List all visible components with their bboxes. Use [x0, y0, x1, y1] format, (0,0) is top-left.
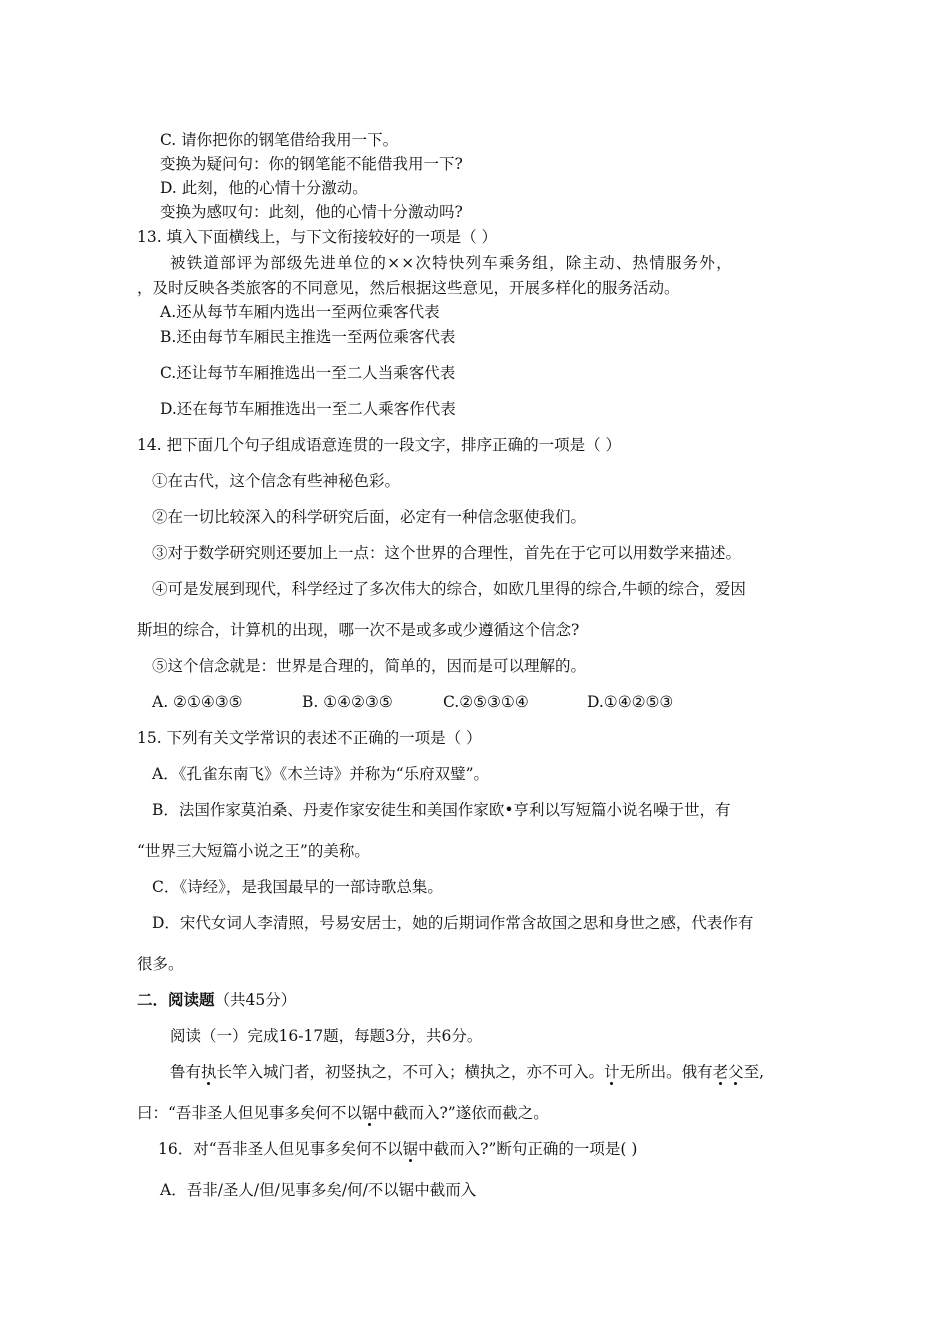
- q13-option-d: D.还在每节车厢推选出一至二人乘客作代表: [160, 400, 456, 418]
- option-d-line: D. 此刻，他的心情十分激动。: [160, 179, 368, 197]
- q13-option-b: B.还由每节车厢民主推选一至两位乘客代表: [160, 328, 456, 346]
- q13-passage-line-2: ，及时反映各类旅客的不同意见，然后根据这些意见，开展多样化的服务活动。: [137, 279, 680, 297]
- question-text: 中截而入?”断句正确的一项是( ): [418, 1140, 638, 1158]
- reading-1-instructions: 阅读（一）完成16-17题，每题3分，共6分。: [170, 1027, 483, 1045]
- question-15: 15. 下列有关文学常识的表述不正确的一项是（ ）: [137, 729, 482, 747]
- passage-text: 至,: [743, 1063, 765, 1081]
- dotted-char: 父: [728, 1063, 744, 1081]
- q15-option-a: A．《孔雀东南飞》《木兰诗》并称为“乐府双璧”。: [152, 765, 490, 783]
- q14-option-d: D.①④②⑤③: [587, 693, 674, 711]
- q14-option-b: B. ①④②③⑤: [302, 693, 393, 711]
- question-16: [158, 1139, 637, 1159]
- q15-option-d: D．宋代女词人李清照，号易安居士，她的后期词作常含故国之思和身世之感，代表作有: [152, 914, 754, 932]
- passage-text: 中截而入?”遂依而截之。: [377, 1104, 549, 1122]
- passage-line-2: [137, 1103, 549, 1123]
- question-14: 14. 把下面几个句子组成语意连贯的一段文字，排序正确的一项是（ ）: [137, 436, 622, 454]
- dotted-char: 计: [604, 1063, 620, 1081]
- q14-sentence-4: ④可是发展到现代，科学经过了多次伟大的综合，如欧几里得的综合,牛顿的综合，爱因: [152, 580, 746, 598]
- q13-option-a: A.还从每节车厢内选出一至两位乘客代表: [160, 303, 440, 321]
- q14-sentence-4-cont: 斯坦的综合，计算机的出现，哪一次不是或多或少遵循这个信念?: [137, 621, 580, 639]
- dotted-char: 老: [712, 1063, 729, 1081]
- option-d-transform: 变换为感叹句：此刻，他的心情十分激动吗?: [160, 203, 463, 221]
- q14-sentence-1: ①在古代，这个信念有些神秘色彩。: [152, 472, 401, 490]
- dotted-char: 锯: [402, 1140, 419, 1158]
- q13-passage-line-1: 被铁道部评为部级先进单位的××次特快列车乘务组，除主动、热情服务外，: [170, 254, 733, 272]
- q14-sentence-2: ②在一切比较深入的科学研究后面，必定有一种信念驱使我们。: [152, 508, 587, 526]
- dotted-char: 锯: [361, 1104, 378, 1122]
- option-c-line: C. 请你把你的钢笔借给我用一下。: [160, 131, 399, 149]
- q14-sentence-3: ③对于数学研究则还要加上一点：这个世界的合理性，首先在于它可以用数学来描述。: [152, 544, 742, 562]
- q14-option-a: A. ②①④③⑤: [152, 693, 243, 711]
- question-text: 16．对“吾非圣人但见事多矣何不以: [158, 1140, 403, 1158]
- dotted-char: 执: [201, 1063, 217, 1081]
- q13-option-c: C.还让每节车厢推选出一至二人当乘客代表: [160, 364, 456, 382]
- passage-text: 曰：“吾非圣人但见事多矣何不以: [137, 1104, 362, 1122]
- q15-option-c: C．《诗经》，是我国最早的一部诗歌总集。: [152, 878, 443, 896]
- passage-text: 长竿入城门者，初竖执之，不可入；横执之，亦不可入。: [216, 1063, 605, 1081]
- question-13: 13. 填入下面横线上，与下文衔接较好的一项是（ ）: [137, 228, 498, 246]
- section-2-title: 二．阅读题: [137, 990, 215, 1009]
- q14-sentence-5: ⑤这个信念就是：世界是合理的，简单的，因而是可以理解的。: [152, 657, 587, 675]
- option-c-transform: 变换为疑问句：你的钢笔能不能借我用一下?: [160, 155, 463, 173]
- section-2-heading: [137, 990, 296, 1010]
- passage-text: 鲁有: [170, 1063, 202, 1081]
- q15-option-d-cont: 很多。: [137, 955, 184, 973]
- passage-text: 无所出。俄有: [619, 1063, 713, 1081]
- q16-option-a: A．吾非/圣人/但/见事多矣/何/不以锯中截而入: [160, 1181, 477, 1199]
- q15-option-b: B．法国作家莫泊桑、丹麦作家安徒生和美国作家欧•亨利以写短篇小说名噪于世，有: [152, 801, 731, 819]
- section-2-score: （共45分）: [214, 991, 297, 1009]
- q14-option-c: C.②⑤③①④: [443, 693, 529, 711]
- q15-option-b-cont: “世界三大短篇小说之王”的美称。: [137, 842, 370, 860]
- passage-line-1: [170, 1062, 764, 1082]
